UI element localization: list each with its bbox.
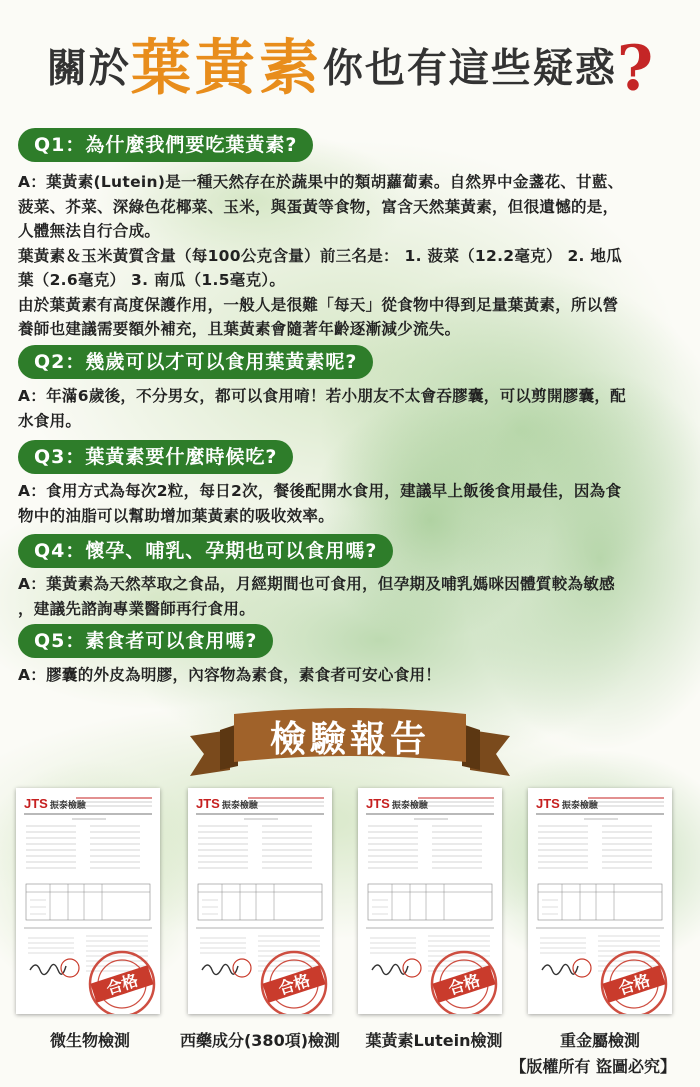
answer-line: 養師也建議需要額外補充，且葉黃素會隨著年齡逐漸減少流失。	[18, 320, 461, 338]
answer-line: 葉（2.6毫克） 3. 南瓜（1.5毫克）。	[18, 271, 286, 289]
answer-line: A：食用方式為每次2粒，每日2次，餐後配開水食用，建議早上飯後食用最佳，因為食	[18, 482, 622, 500]
report-caption: 葉黃素Lutein檢測	[365, 1031, 503, 1050]
report-thumbnail-drug	[188, 788, 332, 1014]
report-caption: 重金屬檢測	[559, 1031, 640, 1050]
jts-logo: JTS 振泰檢驗	[24, 796, 86, 811]
report-document-lines-icon	[358, 788, 502, 1014]
report-thumbnail-metal	[528, 788, 672, 1014]
jts-logo: JTS 振泰檢驗	[196, 796, 258, 811]
report-caption: 微生物檢測	[49, 1031, 130, 1050]
report-banner-title: 檢驗報告	[269, 718, 430, 760]
answer-line: 物中的油脂可以幫助增加葉黃素的吸收效率。	[18, 506, 335, 525]
pass-stamp-text: 合格	[103, 970, 141, 999]
answer-line: A：年滿6歲後，不分男女，都可以食用唷！若小朋友不太會吞膠囊，可以剪開膠囊，配	[18, 387, 626, 405]
jts-logo: JTS 振泰檢驗	[366, 796, 428, 811]
report-caption: 西藥成分(380項)檢測	[179, 1031, 341, 1050]
answer-q3	[18, 479, 688, 528]
report-document-lines-icon	[188, 788, 332, 1014]
pass-stamp-text: 合格	[275, 970, 313, 999]
answer-line: ，建議先諮詢專業醫師再行食用。	[18, 599, 256, 618]
answer-q4	[18, 572, 688, 621]
pass-stamp-text: 合格	[445, 970, 483, 999]
answer-q1	[18, 170, 688, 342]
pass-stamp-icon	[90, 952, 154, 1014]
pass-stamp-icon	[432, 952, 496, 1014]
title-pre: 關於	[46, 44, 131, 92]
answer-line: A：葉黃素(Lutein)是一種天然存在於蔬果中的類胡蘿蔔素。自然界中金盞花、甘藍、	[18, 173, 624, 191]
question-pill-q2: Q2：幾歲可以才可以食用葉黃素呢?	[18, 345, 373, 379]
question-pill-q4: Q4：懷孕、哺乳、孕期也可以食用嗎?	[18, 534, 393, 568]
page-title	[0, 28, 700, 108]
report-thumbnail-lutein	[358, 788, 502, 1014]
question-pill-q5: Q5：素食者可以食用嗎?	[18, 624, 273, 658]
answer-line: 水食用。	[18, 411, 82, 430]
report-document-lines-icon	[16, 788, 160, 1014]
pass-stamp-icon	[602, 952, 666, 1014]
report-document-lines-icon	[528, 788, 672, 1014]
answer-line: 菠菜、芥菜、深綠色花椰菜、玉米，與蛋黃等食物，富含天然葉黃素，但很遺憾的是，	[18, 197, 619, 216]
answer-q5	[18, 663, 688, 688]
answer-line: 由於葉黃素有高度保護作用，一般人是很難「每天」從食物中得到足量葉黃素，所以營	[18, 295, 619, 314]
pass-stamp-text: 合格	[615, 970, 653, 999]
jts-logo-sub: 振泰檢驗	[561, 800, 598, 810]
question-pill-q1: Q1：為什麼我們要吃葉黃素?	[18, 128, 313, 162]
answer-q2	[18, 384, 688, 433]
question-pill-q3: Q3：葉黃素要什麼時候吃?	[18, 440, 293, 474]
title-highlight: 葉黃素	[130, 33, 323, 104]
answer-line: 人體無法自行合成。	[18, 222, 161, 240]
jts-logo: JTS 振泰檢驗	[536, 796, 598, 811]
jts-logo-sub: 振泰檢驗	[221, 800, 258, 810]
answer-line: 葉黃素＆玉米黃質含量（每100公克含量）前三名是： 1. 菠菜（12.2毫克） 2. 地瓜	[18, 246, 623, 265]
report-thumbnail-microbe	[16, 788, 160, 1014]
title-post: 你也有這些疑惑	[322, 44, 617, 92]
jts-logo-sub: 振泰檢驗	[391, 800, 428, 810]
jts-logo-sub: 振泰檢驗	[49, 800, 86, 810]
question-mark-icon: ?	[616, 31, 654, 105]
answer-line: A：葉黃素為天然萃取之食品，月經期間也可食用，但孕期及哺乳媽咪因體質較為敏感	[18, 575, 615, 593]
pass-stamp-icon	[262, 952, 326, 1014]
answer-line: A：膠囊的外皮為明膠，內容物為素食，素食者可安心食用！	[18, 666, 442, 684]
copyright-notice: 【版權所有 盜圖必究】	[510, 1057, 676, 1076]
